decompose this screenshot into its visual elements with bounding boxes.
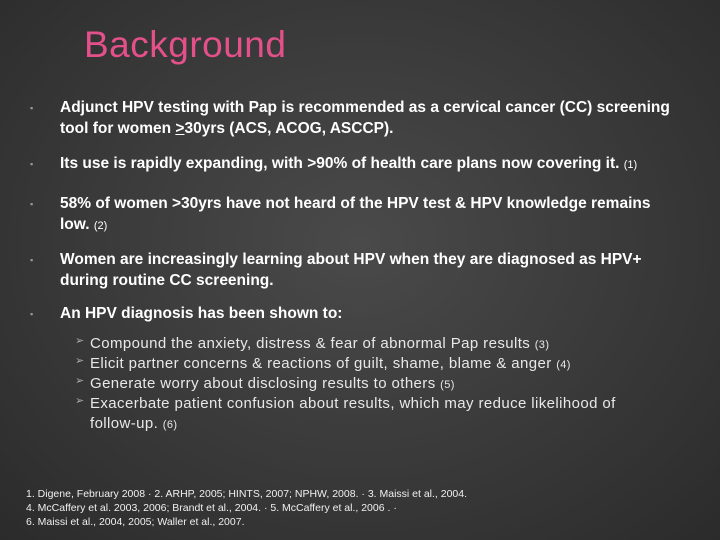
citation: (6) (162, 419, 178, 431)
arrow-bullet-icon: ➢ (75, 375, 85, 387)
bullet-text: An HPV diagnosis has been shown to: (60, 305, 343, 322)
citation: (5) (440, 379, 455, 391)
arrow-bullet-icon: ➢ (75, 335, 85, 347)
citation: (4) (556, 359, 571, 371)
sub-bullet-text: Compound the anxiety, distress & fear of abnormal Pap results (3) (90, 335, 550, 352)
reference-line: 6. Maissi et al., 2004, 2005; Waller et al., 2007. (26, 516, 245, 528)
bullet-marker: ▪ (30, 255, 34, 265)
arrow-bullet-icon: ➢ (75, 355, 85, 367)
citation: (2) (93, 220, 108, 232)
citation: (3) (534, 339, 550, 351)
slide-title: Background (84, 24, 287, 65)
citation: (1) (623, 159, 638, 171)
bullet-marker: ▪ (30, 159, 34, 169)
reference-line: 1. Digene, February 2008 · 2. ARHP, 2005; HINTS, 2007; NPHW, 2008. · 3. Maissi et al., 2004. (26, 488, 468, 500)
bullet-marker: ▪ (30, 309, 34, 319)
bullet-marker: ▪ (30, 199, 34, 209)
bullet-text: Women are increasingly learning about HPV when they are diagnosed as HPV+ during routine CC screening. (60, 251, 642, 289)
bullet-text: Its use is rapidly expanding, with >90% of health care plans now covering it. (1) (60, 155, 638, 172)
bullet-text: 58% of women >30yrs have not heard of the HPV test & HPV knowledge remains low. (2) (60, 195, 651, 233)
reference-line: 4. McCaffery et al. 2003, 2006; Brandt et al., 2004. · 5. McCaffery et al., 2006 . · (26, 502, 397, 514)
bullet-marker: ▪ (30, 103, 34, 113)
sub-bullet-text: Exacerbate patient confusion about results, which may reduce likelihood of follow-up. (6) (90, 395, 616, 432)
sub-bullet-text: Generate worry about disclosing results to others (5) (90, 375, 455, 392)
bullet-text: Adjunct HPV testing with Pap is recommended as a cervical cancer (CC) screening tool for women >30yrs (ACS, ACOG, ASCCP). (60, 99, 670, 137)
arrow-bullet-icon: ➢ (75, 395, 85, 407)
references (26, 487, 706, 529)
sub-bullet-text: Elicit partner concerns & reactions of guilt, shame, blame & anger (4) (90, 355, 571, 372)
